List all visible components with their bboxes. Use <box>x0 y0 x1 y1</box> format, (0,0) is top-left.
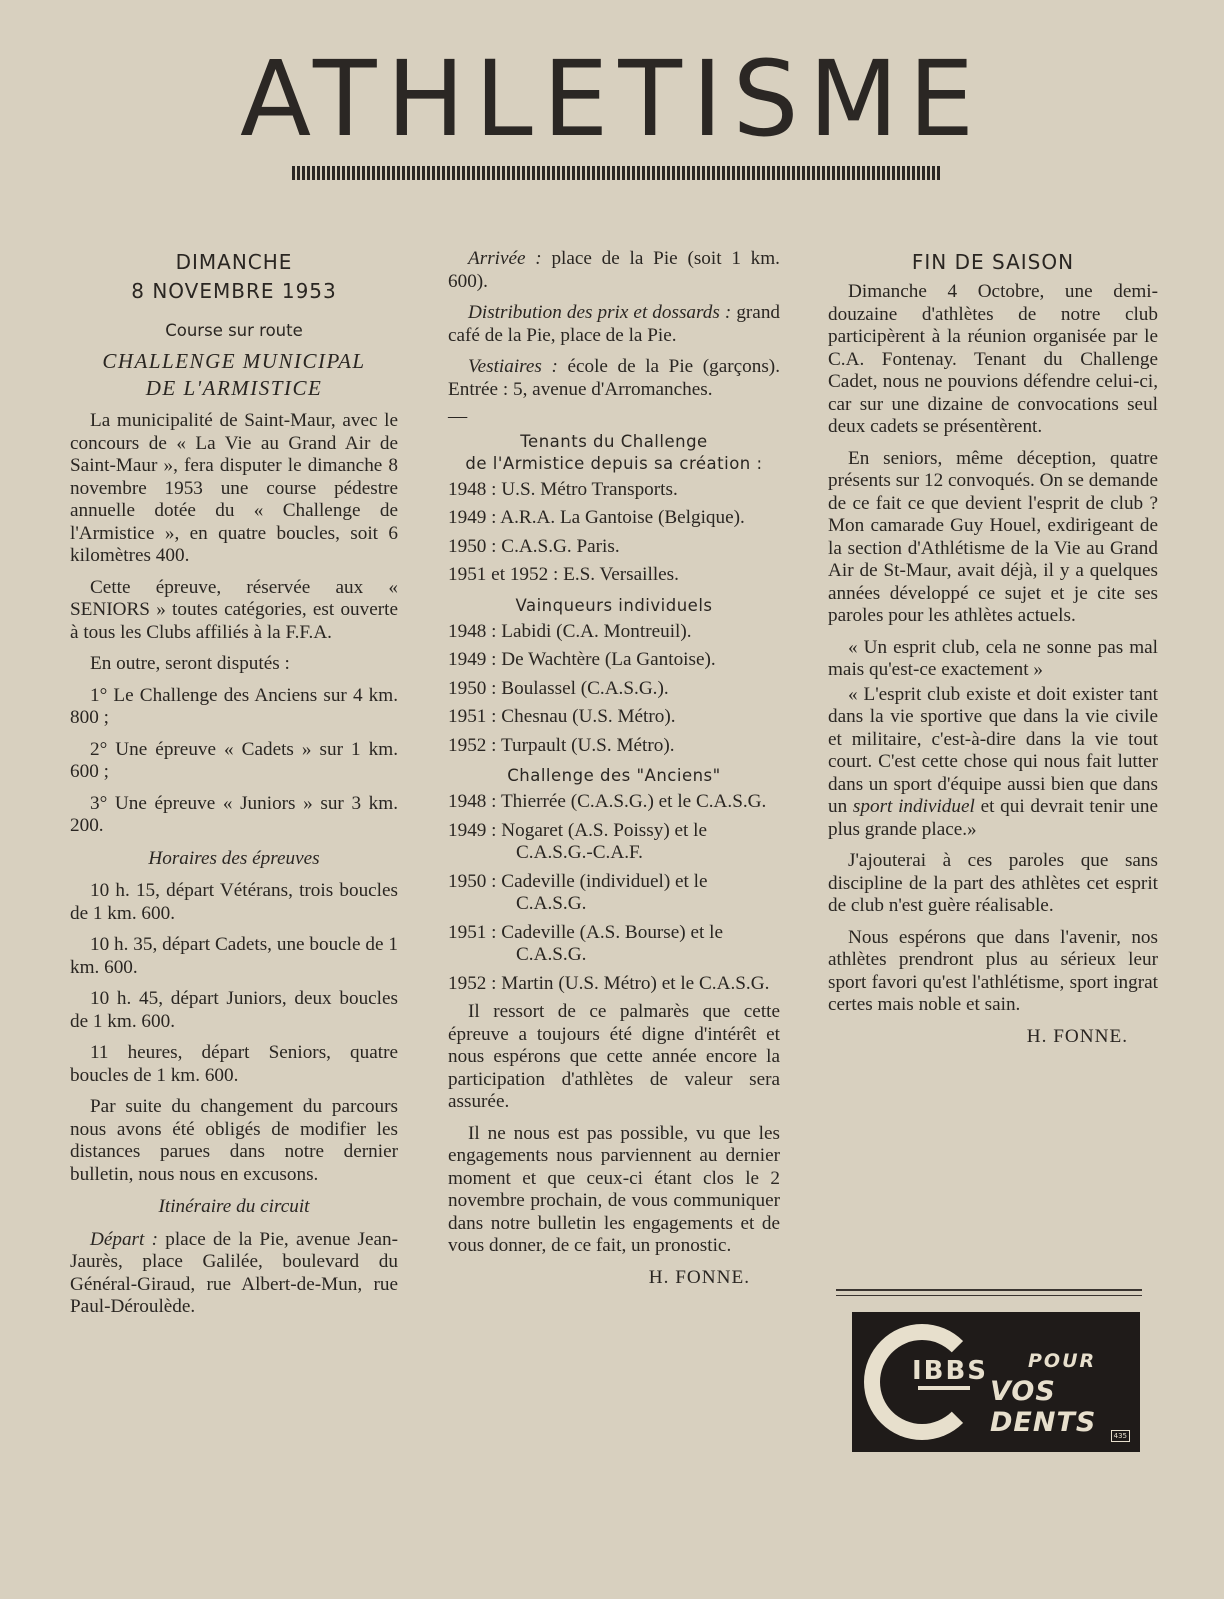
tenant-item: 1949 : A.R.A. La Gantoise (Belgique). <box>448 507 745 528</box>
horaire-cadets: 10 h. 35, départ Cadets, une boucle de 1 km. 600. <box>70 934 398 978</box>
vainqueur-item: 1949 : De Wachtère (La Gantoise). <box>448 649 716 670</box>
arrivee-label: Arrivée : <box>468 248 542 269</box>
horaires-heading: Horaires des épreuves <box>148 847 320 869</box>
tenant-item: 1950 : C.A.S.G. Paris. <box>448 535 620 557</box>
changement-paragraph: Par suite du changement du parcours nous avons été obligés de modifier les distances parues dans notre dernier bulletin, nous nous en excusons. <box>70 1096 398 1185</box>
column-3 <box>828 248 1158 1048</box>
ancien-item: 1951 : Cadeville (A.S. Bourse) et le C.A.S.G. <box>448 921 723 965</box>
column-1 <box>70 248 398 1328</box>
seniors-paragraph: Cette épreuve, réservée aux « SENIORS » toutes catégories, est ouverte à tous les Clubs affiliés à la F.F.A. <box>70 576 398 643</box>
vestiaires-paragraph <box>448 356 780 401</box>
octobre-paragraph: Dimanche 4 Octobre, une demi-douzaine d'athlètes de notre club participèrent à la réunion organisée par le C.A. Fontenay. Tenant du Challenge Cadet, nous ne pouvions défendre celui-ci, car sur une dizaine de convocations seul deux cadets se présentèrent. <box>828 281 1158 437</box>
vainqueurs-heading: Vainqueurs individuels <box>515 595 713 615</box>
distribution-paragraph <box>448 302 780 347</box>
vestiaires-label: Vestiaires : <box>468 356 558 377</box>
pronostic-paragraph: Il ne nous est pas possible, vu que les engagements nous parviennent au dernier moment et que ceux-ci étant clos le 2 novembre prochain, de vous communiquer dans notre bulletin les engagements et de vous donner, de ce fait, un pronostic. <box>448 1122 780 1256</box>
itineraire-heading: Itinéraire du circuit <box>158 1196 310 1217</box>
event-title-line-2: DE L'ARMISTICE <box>145 376 323 400</box>
kicker: Course sur route <box>165 321 303 340</box>
distribution-text: grand café de la Pie, place de la Pie. <box>448 302 781 346</box>
anciens-item: 1° Le Challenge des Anciens sur 4 km. 800 ; <box>70 684 398 728</box>
fin-de-saison-heading: FIN DE SAISON <box>911 250 1075 274</box>
ancien-item: 1952 : Martin (U.S. Métro) et le C.A.S.G. <box>448 972 770 994</box>
vestiaires-text: école de la Pie (garçons). Entrée : 5, avenue d'Arromanches. <box>448 356 780 400</box>
event-title <box>70 348 398 402</box>
juniors-item: 3° Une épreuve « Juniors » sur 3 km. 200. <box>70 792 398 836</box>
advert-separator <box>836 1289 1142 1296</box>
depart-text: place de la Pie, avenue Jean-Jaurès, place Galilée, boulevard du Général-Giraud, rue Albert-de-Mun, rue Paul-Déroulède. <box>70 1228 399 1317</box>
distribution-label: Distribution des prix et dossards : <box>468 302 732 323</box>
ancien-item: 1948 : Thierrée (C.A.S.G.) et le C.A.S.G. <box>448 791 767 812</box>
horaire-seniors: 11 heures, départ Seniors, quatre boucles de 1 km. 600. <box>70 1042 398 1086</box>
tenant-item: 1948 : U.S. Métro Transports. <box>448 478 678 500</box>
cadets-item: 2° Une épreuve « Cadets » sur 1 km. 600 ; <box>70 738 398 782</box>
ancien-item: 1950 : Cadeville (individuel) et le C.A.S.G. <box>448 870 708 914</box>
signature: H. FONNE. <box>1026 1025 1128 1047</box>
horaire-veterans: 10 h. 15, départ Vétérans, trois boucles de 1 km. 600. <box>70 880 398 924</box>
depart-label: Départ : <box>90 1228 158 1250</box>
vainqueur-item: 1952 : Turpault (U.S. Métro). <box>448 734 675 756</box>
vainqueur-item: 1948 : Labidi (C.A. Montreuil). <box>448 620 692 642</box>
quote-1: « Un esprit club, cela ne sonne pas mal mais qu'est-ce exactement » <box>828 636 1158 680</box>
palmares-paragraph: Il ressort de ce palmarès que cette épreuve a toujours été digne d'intérêt et nous espérons que cette année encore la participation d'athlètes de valeur sera assurée. <box>448 1001 780 1112</box>
ad-dents: VOS DENTS <box>990 1376 1097 1438</box>
quote-2-italic: sport individuel <box>852 796 975 817</box>
depart-paragraph <box>70 1229 398 1319</box>
section-dash: — <box>448 406 468 427</box>
quote-2-c: et qui devrait tenir une plus grande place.» <box>828 796 1159 840</box>
tenant-item: 1951 et 1952 : E.S. Versailles. <box>448 564 679 585</box>
intro-paragraph: La municipalité de Saint-Maur, avec le concours de « La Vie au Grand Air de Saint-Maur », fera disputer le dimanche 8 novembre 1953 une course pédestre annuelle dotée du « Challenge de l'Armistice », en quatre boucles, soit 6 kilomètres 400. <box>70 410 398 566</box>
vainqueur-item: 1950 : Boulassel (C.A.S.G.). <box>448 677 669 699</box>
quote-2 <box>828 684 1158 842</box>
horaire-juniors: 10 h. 45, départ Juniors, deux boucles de 1 km. 600. <box>70 988 398 1032</box>
signature: H. FONNE. <box>648 1266 750 1288</box>
tenants-heading <box>448 431 780 475</box>
date-day: DIMANCHE <box>175 250 293 274</box>
page-title: ATHLETISME <box>239 38 985 160</box>
tenants-heading-line-2: de l'Armistice depuis sa création : <box>465 453 763 473</box>
ad-brand: IBBS <box>908 1356 992 1386</box>
avenir-paragraph: Nous espérons que dans l'avenir, nos athlètes prendront plus au sérieux leur sport favori qu'est l'athlétisme, sport ingrat certes mais noble et sain. <box>828 926 1158 1015</box>
outre-paragraph: En outre, seront disputés : <box>90 653 290 674</box>
date-full: 8 NOVEMBRE 1953 <box>131 279 337 303</box>
arrivee-text: place de la Pie (soit 1 km. 600). <box>448 248 780 292</box>
vainqueur-item: 1951 : Chesnau (U.S. Métro). <box>448 706 676 727</box>
tenants-heading-line-1: Tenants du Challenge <box>520 431 708 451</box>
event-title-line-1: CHALLENGE MUNICIPAL <box>102 349 366 373</box>
quote-2-a: « L'esprit club existe et doit exister tant dans la vie sportive que dans la vie civile et militaire, c'est-à-dire dans la vie tout court. C'est cette chose qui nous fait lutter dans un sport d'équipe aussi bien que dans un <box>828 683 1158 817</box>
discipline-paragraph: J'ajouterai à ces paroles que sans discipline de la part des athlètes cet esprit de club n'est guère réalisable. <box>828 850 1158 916</box>
title-rule <box>292 166 940 180</box>
ad-code: 435 <box>1111 1430 1130 1442</box>
arrivee-paragraph <box>448 248 780 293</box>
ad-pour: POUR <box>1028 1350 1097 1372</box>
gibbs-advert <box>852 1312 1140 1452</box>
ancien-item: 1949 : Nogaret (A.S. Poissy) et le C.A.S.G.-C.A.F. <box>448 819 708 863</box>
anciens-heading: Challenge des "Anciens" <box>507 766 721 785</box>
seniors-deception-paragraph: En seniors, même déception, quatre présents sur 12 convoqués. On se demande de ce fait ce que devient l'esprit de club ? Mon camarade Guy Houel, exdirigeant de la section d'Athlétisme de la Vie au Grand Air de St-Maur, avait déjà, il y a quelques années développé ce sujet et je cite ses paroles pour les athlètes actuels. <box>828 447 1158 626</box>
column-2 <box>448 248 780 1289</box>
